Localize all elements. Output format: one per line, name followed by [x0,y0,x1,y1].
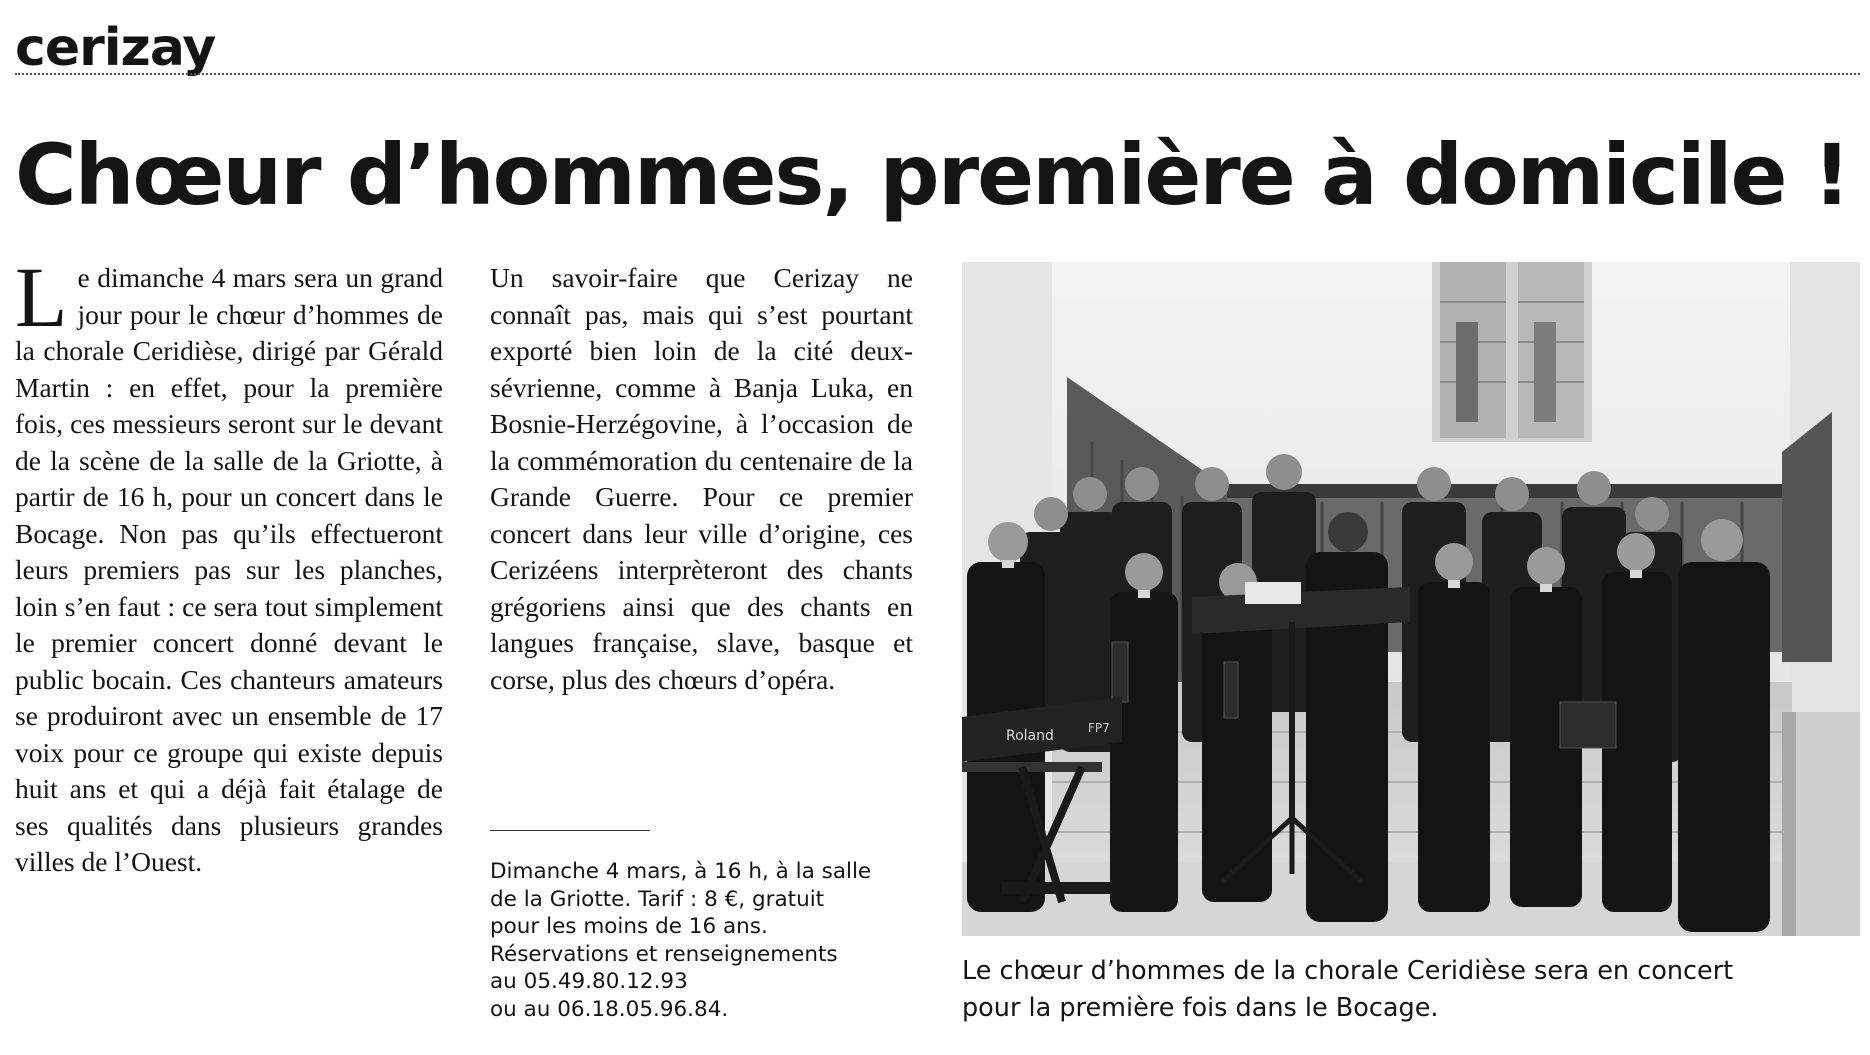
info-line: Dimanche 4 mars, à 16 h, à la salle [490,859,872,884]
drop-cap: L [15,249,68,345]
info-line: ou au 06.18.05.96.84. [490,996,729,1022]
info-line: pour les moins de 16 ans. [490,914,768,939]
choir-photo [962,262,1860,936]
info-separator [490,830,650,831]
info-line: Réservations et renseignements [490,941,838,967]
section-rule [15,73,1860,75]
keyboard-brand: Roland [1006,728,1054,744]
info-line: de la Griotte. Tarif : 8 €, gratuit [490,886,825,912]
info-line: au 05.49.80.12.93 [490,969,688,994]
caption-line: Le chœur d’hommes de la chorale Ceridièse sera en concert [962,956,1734,986]
keyboard-model: FP7 [1088,721,1110,735]
article-column-1 [15,249,443,881]
article-headline: Chœur d’hommes, première à domicile ! [15,126,1850,224]
section-title: cerizay [15,18,216,78]
photo-caption [962,953,1862,1027]
column-2-text: Un savoir-faire que Cerizay ne connaît pas, mais qui s’est pourtant exporté bien loin de la cité deux-sévrienne, comme à Banja Luka, en Bosnie-Herzégovine, à l’occasion de la commémoration du centenaire de la Grande Guerre. Pour ce premier concert dans leur ville d’origine, ces Cerizéens interprèteront des chants grégoriens ainsi que des chants en langues française, slave, basque et corse, plus des chœurs d’opéra. [490,262,913,695]
article-column-2 [490,260,913,698]
caption-line: pour la première fois dans le Bocage. [962,993,1439,1023]
practical-info-box [490,858,930,1023]
column-1-text: e dimanche 4 mars sera un grand jour pour le chœur d’hommes de la chorale Ceridièse, dirigé par Gérald Martin : en effet, pour la première fois, ces messieurs seront sur le devant de la scène de la salle de la Griotte, à partir de 16 h, pour un concert dans le Bocage. Non pas qu’ils effectueront leurs premiers pas sur les planches, loin s’en faut : ce sera tout simplement le premier concert donné devant le public bocain. Ces chanteurs amateurs se produiront avec un ensemble de 17 voix pour ce groupe qui existe depuis huit ans et qui a déjà fait étalage de ses qualités dans plusieurs grandes villes de l’Ouest. [15,262,443,877]
stained-glass-window [1432,262,1592,442]
